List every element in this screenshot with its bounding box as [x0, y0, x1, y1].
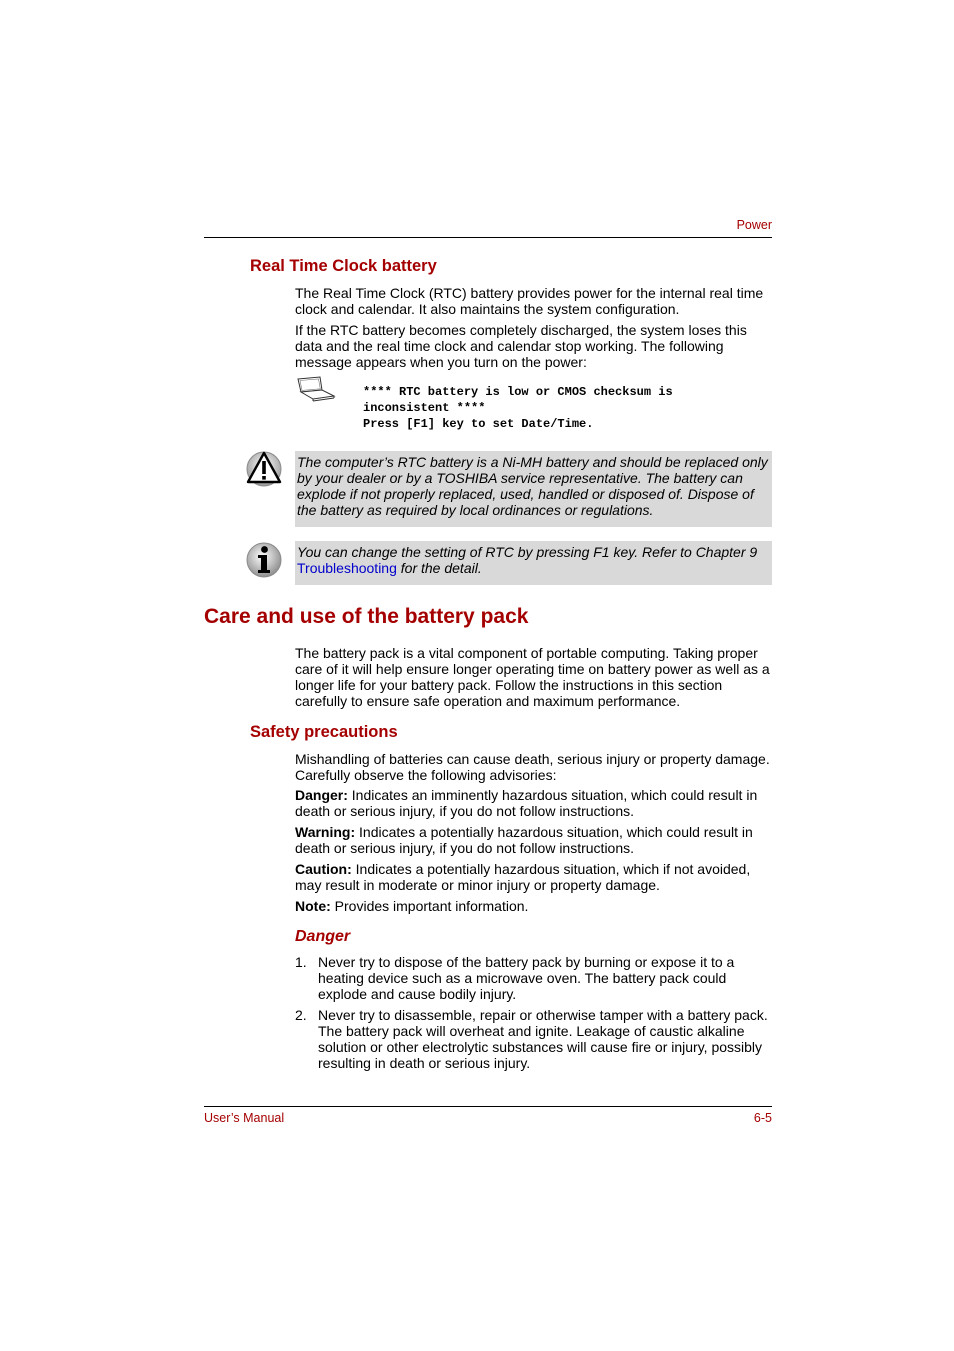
header-rule — [204, 237, 772, 238]
warning-triangle-icon — [245, 449, 283, 489]
caution-definition-text: Indicates a potentially hazardous situation, which if not avoided, may result in moderate or minor injury or property damage. — [295, 861, 751, 893]
rtc-info-text-after: for the detail. — [396, 560, 482, 576]
warning-definition-text: Indicates a potentially hazardous situation, which could result in death or serious injury, if you do not follow instructions. — [295, 824, 753, 856]
rtc-paragraph-2 — [295, 322, 773, 370]
danger-heading: Danger — [295, 928, 351, 945]
info-icon — [245, 541, 283, 579]
list-item-number: 2. — [295, 1007, 307, 1023]
header-section-title: Power — [736, 218, 772, 232]
note-definition-text: Provides important information. — [330, 898, 529, 914]
warning-label: Warning: — [295, 824, 356, 840]
rtc-message-line-3: Press [F1] key to set Date/Time. — [363, 417, 594, 431]
danger-definition-text: Indicates an imminently hazardous situation, which could result in death or serious injury, if you do not follow instructions. — [295, 787, 758, 819]
rtc-message-line-2: inconsistent **** — [363, 401, 486, 415]
footer-rule — [204, 1106, 772, 1107]
rtc-info-paragraph — [295, 541, 772, 576]
safety-note-definition — [295, 898, 773, 914]
danger-label: Danger: — [295, 787, 348, 803]
care-paragraph — [295, 645, 773, 709]
list-item-number: 1. — [295, 954, 307, 970]
list-item-text: Never try to dispose of the battery pack by burning or expose it to a heating device such as a microwave oven. The battery pack could explode and cause bodily injury. — [318, 954, 735, 1002]
rtc-warning-box — [295, 451, 772, 527]
safety-heading: Safety precautions — [250, 723, 398, 741]
laptop-icon — [296, 376, 336, 402]
caution-label: Caution: — [295, 861, 352, 877]
rtc-para2-text: If the RTC battery becomes completely discharged, the system loses this data and the real time clock and calendar stop working. The following message appears when you turn on the power: — [295, 322, 747, 370]
safety-intro — [295, 751, 773, 783]
list-item — [295, 954, 773, 1002]
rtc-warning-text: The computer’s RTC battery is a Ni-MH battery and should be replaced only by your dealer or by a TOSHIBA service representative. The battery can explode if not properly replaced, used, handled or disposed of. Dispose of the battery as required by local ordinances or regulations. — [297, 454, 768, 518]
troubleshooting-link[interactable]: Troubleshooting — [297, 560, 397, 576]
rtc-message-line-1: **** RTC battery is low or CMOS checksum is — [363, 385, 673, 399]
rtc-para1-text: The Real Time Clock (RTC) battery provides power for the internal real time clock and calendar. It also maintains the system configuration. — [295, 285, 764, 317]
safety-warning-definition — [295, 824, 773, 856]
rtc-info-box — [295, 541, 772, 585]
danger-list — [295, 954, 773, 1071]
safety-danger-definition — [295, 787, 773, 819]
care-heading: Care and use of the battery pack — [204, 605, 529, 628]
rtc-info-text-before: You can change the setting of RTC by pressing F1 key. Refer to Chapter 9 — [297, 544, 758, 560]
note-label: Note: — [295, 898, 331, 914]
rtc-paragraph-1 — [295, 285, 773, 317]
footer-page-number: 6-5 — [753, 1111, 772, 1125]
footer-manual-title: User’s Manual — [204, 1111, 285, 1125]
safety-caution-definition — [295, 861, 773, 893]
safety-intro-text: Mishandling of batteries can cause death, serious injury or property damage. Carefully observe the following advisories: — [295, 751, 770, 783]
list-item-text: Never try to disassemble, repair or otherwise tamper with a battery pack. The battery pack will overheat and ignite. Leakage of caustic alkaline solution or other electrolytic substances will cause fire or injury, possibly resulting in death or serious injury. — [318, 1007, 768, 1071]
rtc-heading: Real Time Clock battery — [250, 257, 437, 275]
list-item — [295, 1007, 773, 1071]
care-para-text: The battery pack is a vital component of portable computing. Taking proper care of it will help ensure longer operating time on battery power as well as a longer life for your battery pack. Follow the instructions in this section carefully to ensure safe operation and maximum performance. — [295, 645, 770, 709]
